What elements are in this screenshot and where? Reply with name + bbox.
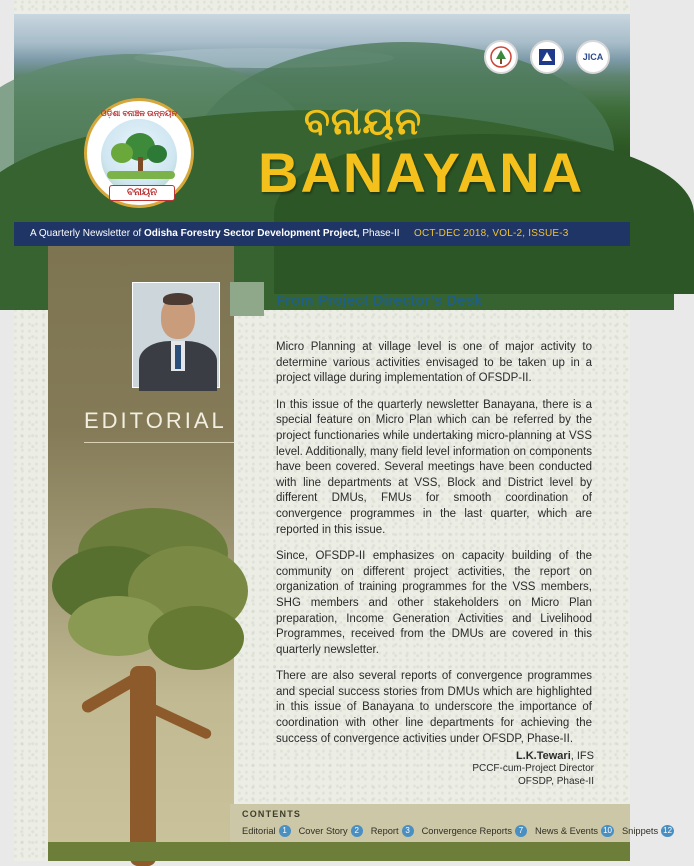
logo-tree xyxy=(111,143,133,163)
contents-item-editorial[interactable] xyxy=(242,825,291,837)
page-number-badge: 12 xyxy=(663,826,673,835)
article-paragraph: There are also several reports of convergence programmes and special success stories from DMUs which are highlighted in this issue of Banayana to underscore the importance of coordination with other line departments for achieving the success of convergence activities under OFSDP, Phase-II. xyxy=(276,670,592,745)
photo-hair xyxy=(163,293,193,305)
tagline-org: Odisha Forestry Sector Development Project, xyxy=(143,228,360,239)
signatory-name-text: L.K.Tewari xyxy=(515,750,571,762)
section-divider xyxy=(84,442,234,443)
heading-accent-square xyxy=(230,282,264,316)
section-label: EDITORIAL xyxy=(84,408,227,433)
page-number-badge: 2 xyxy=(351,825,363,837)
contents-list xyxy=(242,825,674,837)
tree-emblem-icon xyxy=(490,46,512,68)
odisha-govt-logo xyxy=(530,40,564,74)
header-banner xyxy=(14,14,630,222)
contents-item-news-events[interactable] xyxy=(535,825,614,837)
signatory-suffix: , IFS xyxy=(570,750,594,762)
tagline-prefix: A Quarterly Newsletter of xyxy=(30,228,144,239)
contents-item-cover-story[interactable] xyxy=(299,825,363,837)
article-paragraph: Micro Planning at village level is one of major activity to determine various activities envisaged to be taken up in a project village during implementation of OFSDP-II. xyxy=(276,341,592,385)
contents-item-label: Convergence Reports xyxy=(421,826,513,836)
contents-item-label: Cover Story xyxy=(298,826,348,836)
tagline-suffix: Phase-II xyxy=(359,228,400,239)
article-paragraph: In this issue of the quarterly newsletter Banayana, there is a special feature on Micro Plan which can be referred by the project functionaries while undertaking micro-planning at VSS level. Additionally, many field level information on components have been covered. Several meetings have been conducted with line departments at VSS, Block and District level by different DMUs, FMUs for smooth coordination of convergence programmes in the last quarter, which are reported in this issue. xyxy=(276,398,592,536)
page-number-badge: 7 xyxy=(515,825,527,837)
signatory-title: PCCF-cum-Project Director xyxy=(472,763,594,774)
contents-item-label: Snippets xyxy=(621,826,659,836)
forest-dept-logo xyxy=(484,40,518,74)
tree-trunk xyxy=(130,666,156,866)
contents-item-snippets[interactable] xyxy=(622,825,674,837)
newsletter-title: BANAYANA xyxy=(258,141,585,204)
logo-label: ବନାୟନ xyxy=(109,185,175,201)
page-number-badge: 10 xyxy=(603,826,612,835)
logo-ring-text: ଓଡ଼ିଶା ବନାଞ୍ଚଳ ଉନ୍ନୟନ xyxy=(101,109,177,118)
article-body xyxy=(276,340,592,758)
footer-strip xyxy=(48,842,630,861)
page-number-badge: 1 xyxy=(279,825,291,837)
issue-bar xyxy=(14,222,630,246)
issue-info: OCT-DEC 2018, VOL-2, ISSUE-3 xyxy=(414,228,569,239)
signatory-name xyxy=(414,750,594,762)
contents-item-label: Editorial xyxy=(242,826,276,836)
page-number-badge: 3 xyxy=(402,825,414,837)
contents-item-report[interactable] xyxy=(371,825,414,837)
photo-tie xyxy=(175,345,181,369)
newsletter-page xyxy=(14,0,673,861)
director-photo xyxy=(132,282,220,388)
logo-ground xyxy=(107,171,175,179)
article-paragraph: Since, OFSDP-II emphasizes on capacity building of the community on different project activities, the report on organization of training programmes for the VSS members, SHG members and other stakeholders on Micro Plan preparation, Income Generation Activities and Livelihood Programmes, received from the DMUs are covered in this quarterly newsletter. xyxy=(276,550,592,656)
ofsdp-logo xyxy=(84,98,194,208)
odia-title: ବନାୟନ xyxy=(304,98,423,143)
newsletter-tagline xyxy=(30,222,400,246)
contents-item-convergence-reports[interactable] xyxy=(422,825,527,837)
article-heading: From Project Director's Desk xyxy=(276,292,483,309)
logo-tree xyxy=(147,145,167,163)
contents-item-label: News & Events xyxy=(535,826,599,836)
signature-block xyxy=(414,750,594,788)
jica-logo xyxy=(576,40,610,74)
contents-bar xyxy=(230,804,673,844)
contents-item-label: Report xyxy=(370,826,399,836)
govt-emblem-icon xyxy=(536,46,558,68)
jica-text: JICA xyxy=(582,52,604,62)
signatory-project: OFSDP, Phase-II xyxy=(518,776,594,787)
tree-canopy xyxy=(148,606,244,670)
editorial-sidebar xyxy=(48,246,234,846)
contents-heading: CONTENTS xyxy=(242,809,302,819)
